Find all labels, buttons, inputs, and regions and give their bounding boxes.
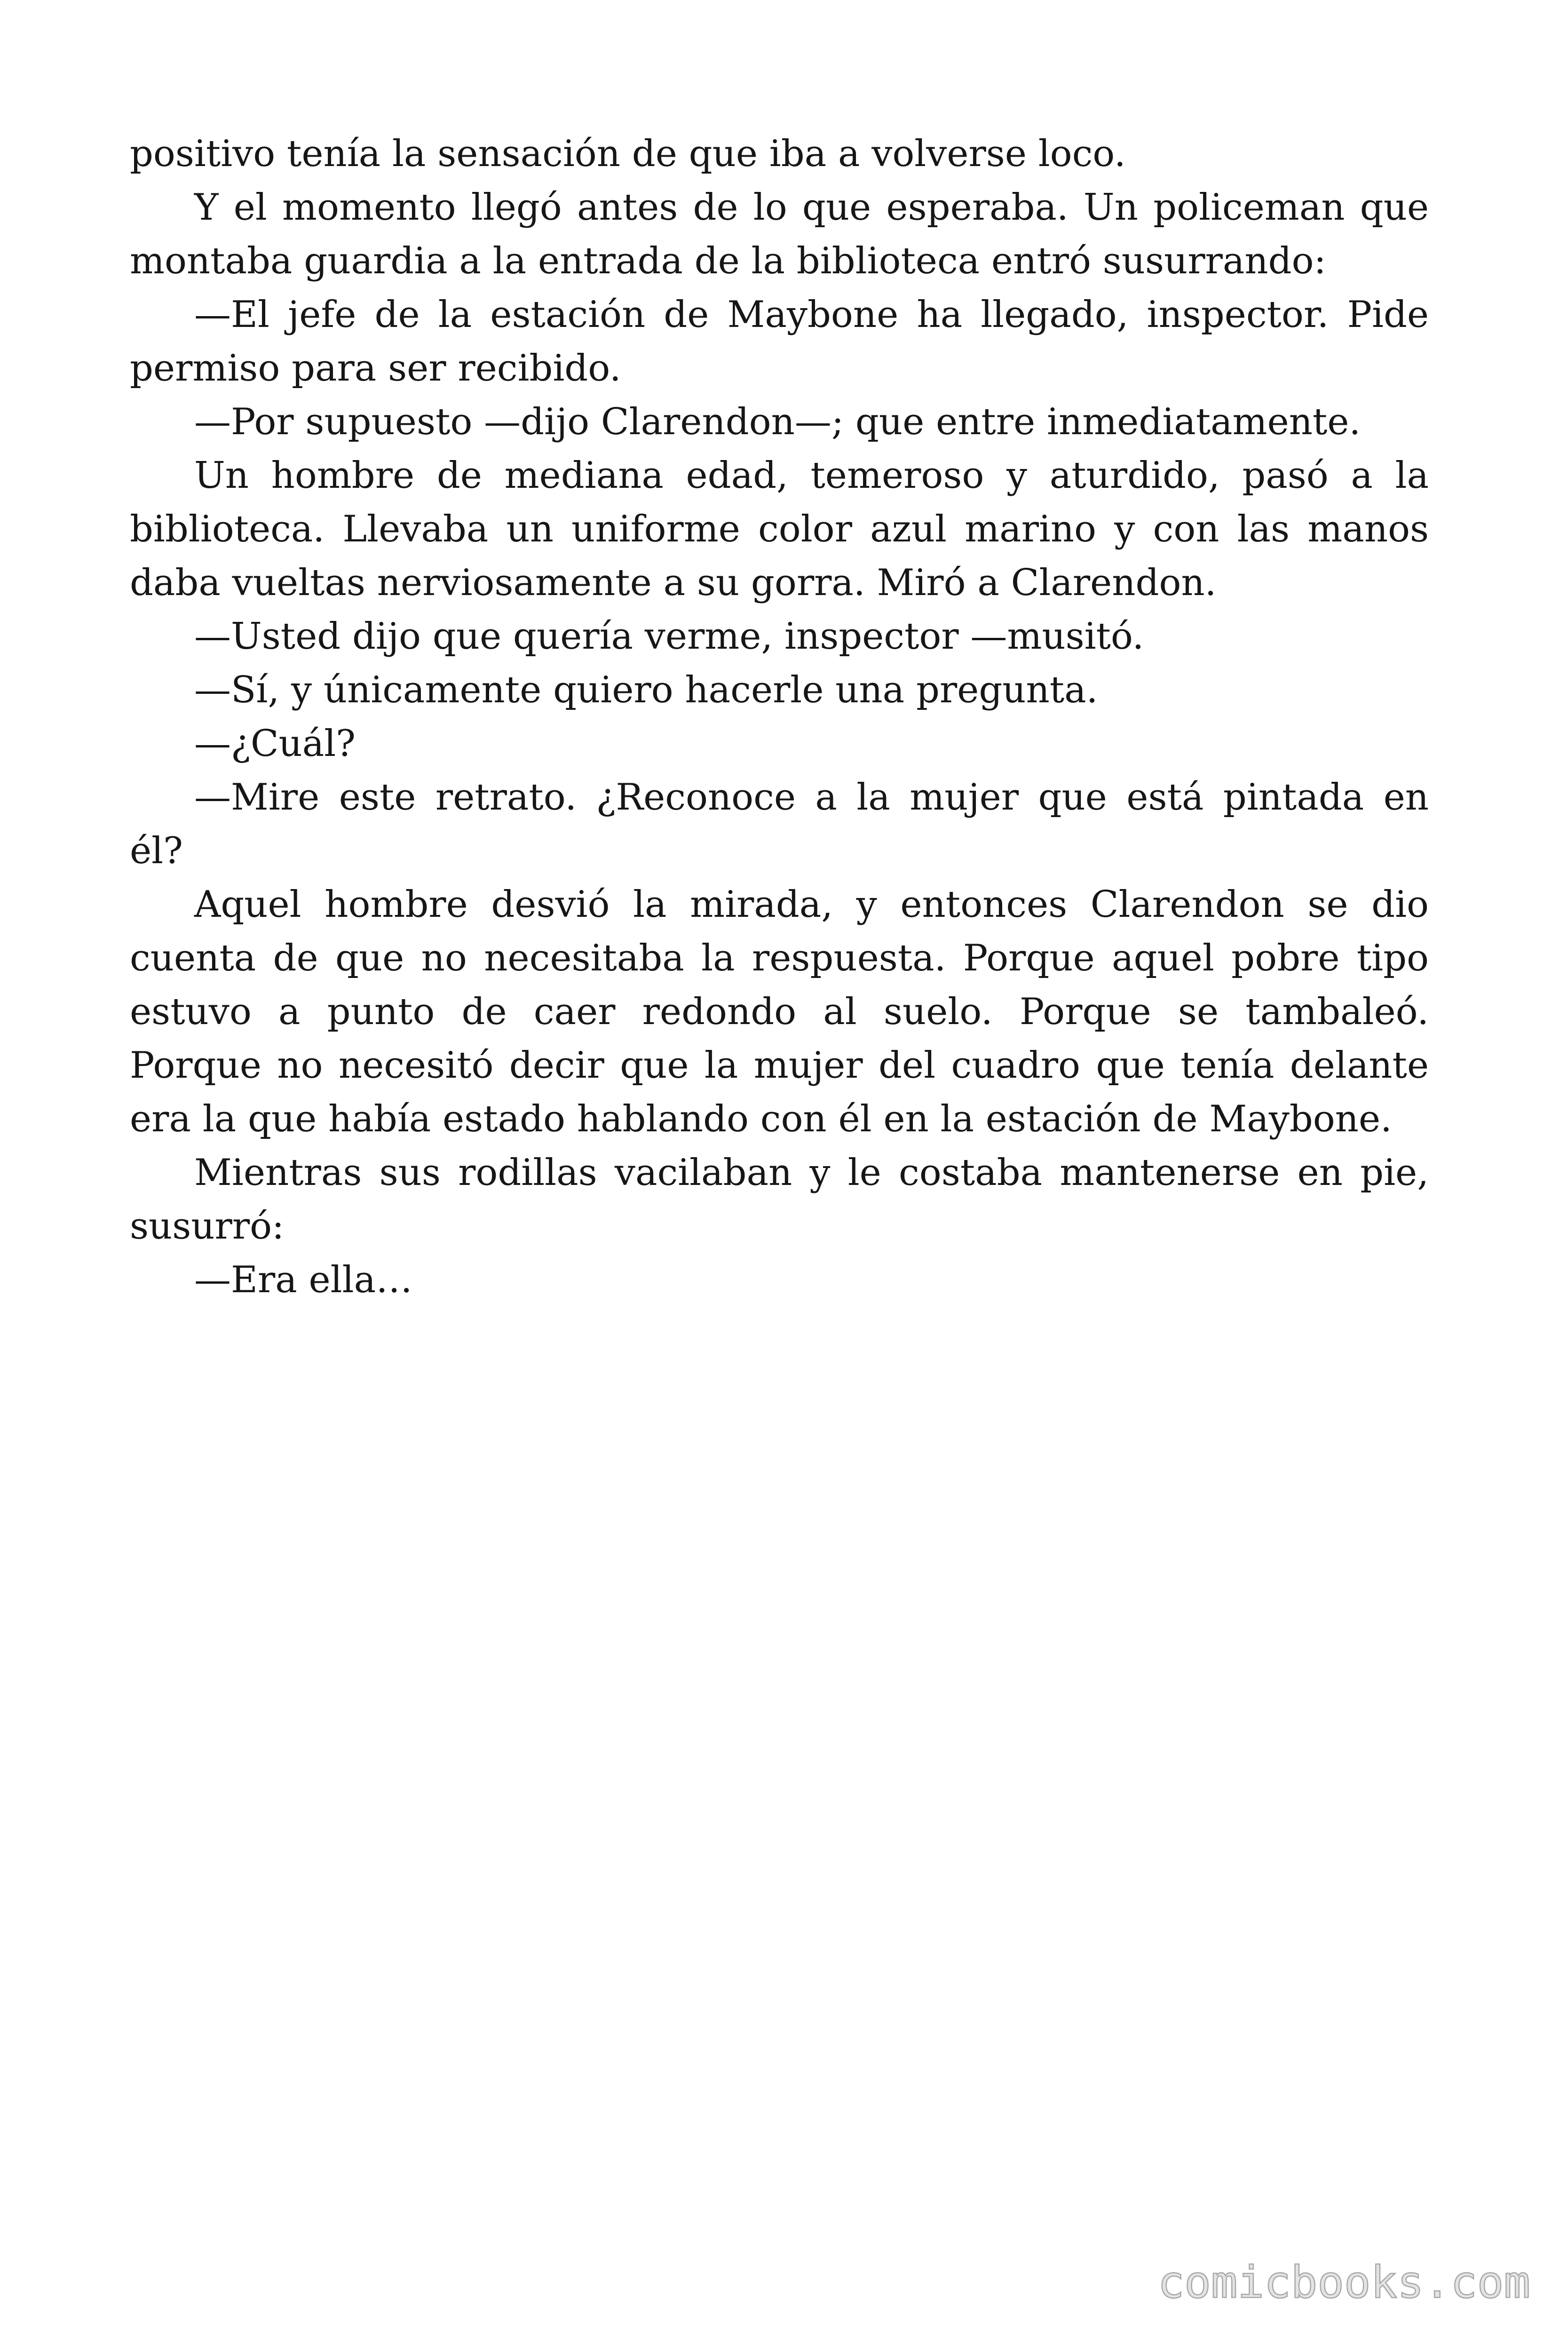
text-line: Porque no necesitó decir que la mujer del cuadro que tenía delante [130, 1044, 1429, 1087]
text-line: —Por supuesto —dijo Clarendon—; que entre inmediatamente. [194, 401, 1361, 443]
text-line: Un hombre de mediana edad, temeroso y aturdido, pasó a la [194, 454, 1429, 497]
text-line: Mientras sus rodillas vacilaban y le costaba mantenerse en pie, [194, 1152, 1429, 1194]
text-line: él? [130, 830, 183, 872]
paragraph [130, 878, 1429, 1146]
text-line: daba vueltas nerviosamente a su gorra. Miró a Clarendon. [130, 562, 1217, 604]
watermark-logo: comicbooks.com [1157, 2257, 1530, 2308]
dialogue-paragraph [130, 717, 1429, 771]
dialogue-paragraph [130, 771, 1429, 878]
paragraph [130, 127, 1429, 181]
text-line: estuvo a punto de caer redondo al suelo. Porque se tambaleó. [130, 991, 1429, 1033]
text-line: permiso para ser recibido. [130, 347, 621, 389]
text-line: —Era ella… [194, 1259, 413, 1301]
dialogue-paragraph [130, 288, 1429, 395]
text-line: susurró: [130, 1205, 285, 1248]
text-line: montaba guardia a la entrada de la biblioteca entró susurrando: [130, 240, 1326, 282]
paragraph [130, 1146, 1429, 1253]
text-line: —Sí, y únicamente quiero hacerle una pregunta. [194, 669, 1098, 711]
paragraph [130, 181, 1429, 288]
text-line: era la que había estado hablando con él en la estación de Maybone. [130, 1098, 1392, 1140]
text-line: —¿Cuál? [194, 723, 356, 765]
text-line: cuenta de que no necesitaba la respuesta. Porque aquel pobre tipo [130, 937, 1429, 979]
body-text [130, 127, 1429, 1307]
text-line: —Usted dijo que quería verme, inspector —musitó. [194, 615, 1144, 658]
text-line: —Mire este retrato. ¿Reconoce a la mujer que está pintada en [194, 776, 1429, 818]
text-line: Aquel hombre desvió la mirada, y entonces Clarendon se dio [194, 883, 1429, 926]
text-line: —El jefe de la estación de Maybone ha llegado, inspector. Pide [194, 294, 1429, 336]
dialogue-paragraph [130, 395, 1429, 449]
text-line: Y el momento llegó antes de lo que esperaba. Un policeman que [194, 186, 1429, 229]
dialogue-paragraph [130, 610, 1429, 663]
text-line: biblioteca. Llevaba un uniforme color azul marino y con las manos [130, 508, 1429, 550]
dialogue-paragraph [130, 663, 1429, 717]
text-line: positivo tenía la sensación de que iba a volverse loco. [130, 133, 1126, 175]
dialogue-paragraph [130, 1253, 1429, 1307]
paragraph [130, 449, 1429, 610]
